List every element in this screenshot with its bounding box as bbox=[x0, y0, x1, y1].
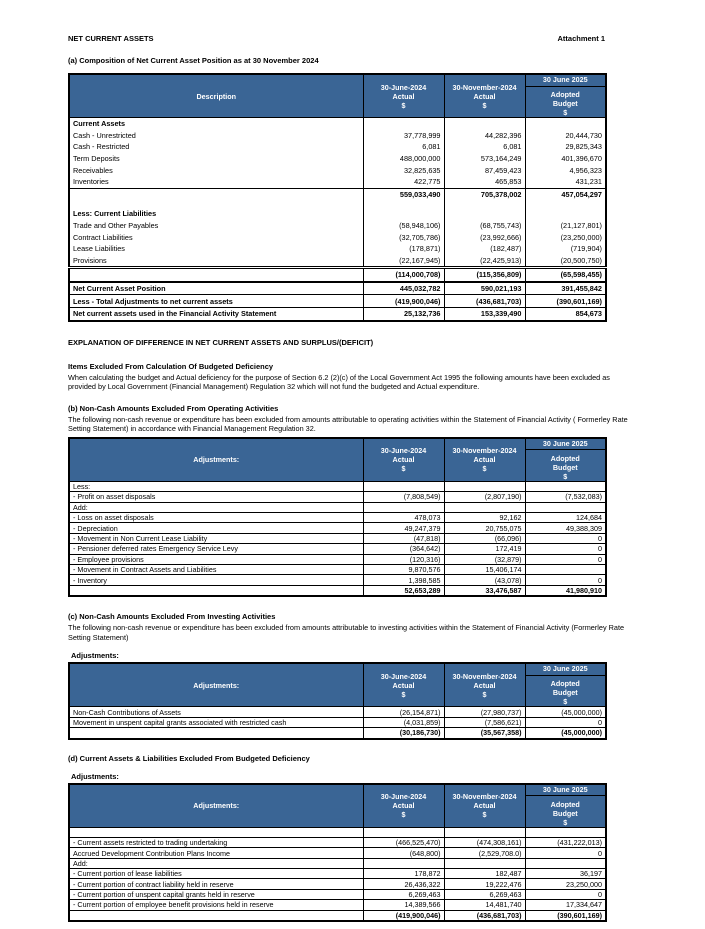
value-nov-2024: 14,481,740 bbox=[444, 900, 525, 910]
row-label: Lease Liabilities bbox=[73, 244, 125, 254]
table-row bbox=[69, 523, 606, 533]
value-nov-2024: (2,807,190) bbox=[444, 492, 525, 502]
value-nov-2024: (436,681,703) bbox=[444, 910, 525, 921]
value-nov-2024: (7,586,621) bbox=[444, 717, 525, 727]
table-row bbox=[69, 231, 606, 243]
value-nov-2024 bbox=[444, 208, 525, 220]
table-row bbox=[69, 848, 606, 858]
value-budget-2025 bbox=[525, 208, 606, 220]
table-row bbox=[69, 153, 606, 165]
column-header-first: Adjustments: bbox=[69, 438, 363, 482]
value-nov-2024: 44,282,396 bbox=[444, 130, 525, 142]
value-jun-2024: (26,154,871) bbox=[363, 707, 444, 717]
table-row bbox=[69, 130, 606, 142]
value-nov-2024: 19,222,476 bbox=[444, 879, 525, 889]
row-label: Cash - Unrestricted bbox=[73, 130, 136, 140]
value-nov-2024 bbox=[444, 827, 525, 837]
row-label: - Inventory bbox=[69, 575, 363, 585]
row-label bbox=[69, 188, 363, 200]
row-label: - Movement in Contract Assets and Liabilities bbox=[69, 565, 363, 575]
row-label: - Current portion of unspent capital grants held in reserve bbox=[69, 889, 363, 899]
row-label: - Current assets restricted to trading undertaking bbox=[69, 837, 363, 847]
value-jun-2024: (32,705,786) bbox=[363, 231, 444, 243]
value-budget-2025: 36,197 bbox=[525, 869, 606, 879]
table-row bbox=[69, 858, 606, 868]
table-row bbox=[69, 200, 606, 208]
value-nov-2024: 6,081 bbox=[444, 141, 525, 153]
value-nov-2024: 15,406,174 bbox=[444, 565, 525, 575]
header-row bbox=[69, 438, 606, 482]
row-label: - Current portion of employee benefit provisions held in reserve bbox=[69, 900, 363, 910]
value-nov-2024: (474,308,161) bbox=[444, 837, 525, 847]
value-jun-2024: 559,033,490 bbox=[363, 188, 444, 200]
value-budget-2025: 0 bbox=[525, 575, 606, 585]
column-header-budget-2025: 30 June 2025 Adopted Budget $ bbox=[525, 74, 606, 118]
page-title: NET CURRENT ASSETS bbox=[68, 34, 154, 43]
section-c-adjustments-label: Adjustments: bbox=[71, 651, 119, 661]
column-header-nov-2024: 30-November-2024 Actual $ bbox=[444, 74, 525, 118]
value-budget-2025: 0 bbox=[525, 554, 606, 564]
value-nov-2024: 33,476,587 bbox=[444, 585, 525, 596]
budget-year-band: 30 June 2025 bbox=[526, 75, 606, 87]
row-label: - Employee provisions bbox=[69, 554, 363, 564]
row-label: Less - Total Adjustments to net current assets bbox=[69, 295, 363, 308]
section-c-paragraph: The following non-cash revenue or expenditure has been excluded from amounts attributable to investing activities within the Statement of Financial Activity (Formerley Rate Setting Statement) bbox=[68, 623, 625, 642]
value-jun-2024: (4,031,859) bbox=[363, 717, 444, 727]
value-budget-2025: 854,673 bbox=[525, 307, 606, 320]
column-header-first: Adjustments: bbox=[69, 784, 363, 828]
value-nov-2024: 465,853 bbox=[444, 176, 525, 188]
value-jun-2024: 32,825,635 bbox=[363, 164, 444, 176]
value-jun-2024: 37,778,999 bbox=[363, 130, 444, 142]
table-b-operating-noncash-adjustments bbox=[68, 437, 607, 597]
value-jun-2024 bbox=[363, 481, 444, 491]
value-jun-2024: 488,000,000 bbox=[363, 153, 444, 165]
value-nov-2024: 573,164,249 bbox=[444, 153, 525, 165]
value-budget-2025: 29,825,343 bbox=[525, 141, 606, 153]
table-row bbox=[69, 900, 606, 910]
table-row bbox=[69, 282, 606, 295]
column-header-budget-2025: 30 June 2025 Adopted Budget $ bbox=[525, 784, 606, 828]
budget-year-band: 30 June 2025 bbox=[526, 439, 606, 451]
value-jun-2024: 26,436,322 bbox=[363, 879, 444, 889]
value-budget-2025: 4,956,323 bbox=[525, 164, 606, 176]
row-label: Net current assets used in the Financial Activity Statement bbox=[69, 307, 363, 320]
section-a-heading: (a) Composition of Net Current Asset Position as at 30 November 2024 bbox=[68, 56, 319, 65]
value-jun-2024: (47,818) bbox=[363, 533, 444, 543]
section-b-heading: (b) Non-Cash Amounts Excluded From Operating Activities bbox=[68, 403, 279, 413]
value-jun-2024: 1,398,585 bbox=[363, 575, 444, 585]
table-row bbox=[69, 481, 606, 491]
row-label: - Pensioner deferred rates Emergency Service Levy bbox=[69, 544, 363, 554]
row-label bbox=[69, 585, 363, 596]
row-label: Less: bbox=[69, 481, 363, 491]
header-row bbox=[69, 74, 606, 118]
table-row bbox=[69, 243, 606, 255]
value-budget-2025: (21,127,801) bbox=[525, 220, 606, 232]
value-nov-2024: 20,755,075 bbox=[444, 523, 525, 533]
row-label: - Current portion of lease liabilities bbox=[69, 869, 363, 879]
table-row bbox=[69, 295, 606, 308]
value-nov-2024 bbox=[444, 858, 525, 868]
value-nov-2024: 590,021,193 bbox=[444, 282, 525, 295]
value-jun-2024: (419,900,046) bbox=[363, 910, 444, 921]
value-budget-2025: (45,000,000) bbox=[525, 707, 606, 717]
table-row bbox=[69, 554, 606, 564]
column-header-jun-2024: 30-June-2024 Actual $ bbox=[363, 438, 444, 482]
value-budget-2025: 41,980,910 bbox=[525, 585, 606, 596]
value-budget-2025: 20,444,730 bbox=[525, 130, 606, 142]
table-a-net-current-asset-composition bbox=[68, 73, 607, 322]
value-nov-2024 bbox=[444, 502, 525, 512]
table-row bbox=[69, 118, 606, 130]
value-jun-2024: 6,269,463 bbox=[363, 889, 444, 899]
column-header-nov-2024: 30-November-2024 Actual $ bbox=[444, 438, 525, 482]
value-budget-2025: 0 bbox=[525, 544, 606, 554]
header-row bbox=[69, 784, 606, 828]
value-jun-2024 bbox=[363, 827, 444, 837]
row-label: - Movement in Non Current Lease Liability bbox=[69, 533, 363, 543]
value-nov-2024: 87,459,423 bbox=[444, 164, 525, 176]
row-label: - Loss on asset disposals bbox=[69, 513, 363, 523]
value-budget-2025: (431,222,013) bbox=[525, 837, 606, 847]
row-label: - Current portion of contract liability held in reserve bbox=[69, 879, 363, 889]
row-label bbox=[69, 268, 363, 282]
value-jun-2024: 14,389,566 bbox=[363, 900, 444, 910]
attachment-label: Attachment 1 bbox=[557, 34, 605, 43]
table-row bbox=[69, 220, 606, 232]
value-budget-2025: 431,231 bbox=[525, 176, 606, 188]
row-label bbox=[69, 910, 363, 921]
value-nov-2024: 6,269,463 bbox=[444, 889, 525, 899]
table-row bbox=[69, 585, 606, 596]
section-c-heading: (c) Non-Cash Amounts Excluded From Investing Activities bbox=[68, 612, 276, 622]
column-header-jun-2024: 30-June-2024 Actual $ bbox=[363, 74, 444, 118]
table-row bbox=[69, 533, 606, 543]
table-row bbox=[69, 827, 606, 837]
table-row bbox=[69, 717, 606, 727]
row-label: Net Current Asset Position bbox=[69, 282, 363, 295]
value-jun-2024: 52,653,289 bbox=[363, 585, 444, 596]
row-label: Cash - Restricted bbox=[73, 142, 130, 152]
budget-year-band: 30 June 2025 bbox=[526, 785, 606, 797]
value-budget-2025: 0 bbox=[525, 533, 606, 543]
header-row bbox=[69, 663, 606, 707]
table-row bbox=[69, 268, 606, 282]
items-excluded-heading: Items Excluded From Calculation Of Budgeted Deficiency bbox=[68, 361, 274, 371]
column-header-jun-2024: 30-June-2024 Actual $ bbox=[363, 784, 444, 828]
value-budget-2025: 0 bbox=[525, 848, 606, 858]
items-excluded-paragraph: When calculating the budget and Actual deficiency for the purpose of Section 6.2 (2)(c) of the Local Government Act 1995 the following amounts have been excluded as provided by Local Government (Financial Management) Regulation 32 which will not fund the budgeted and Actual expenditure. bbox=[68, 372, 610, 392]
value-jun-2024: 178,872 bbox=[363, 869, 444, 879]
table-row bbox=[69, 176, 606, 188]
row-label: - Profit on asset disposals bbox=[69, 492, 363, 502]
value-budget-2025 bbox=[525, 200, 606, 208]
table-row bbox=[69, 141, 606, 153]
value-jun-2024: (419,900,046) bbox=[363, 295, 444, 308]
value-jun-2024 bbox=[363, 118, 444, 130]
value-nov-2024: (182,487) bbox=[444, 243, 525, 255]
section-d-heading: (d) Current Assets & Liabilities Excluded From Budgeted Deficiency bbox=[68, 753, 310, 763]
document-header bbox=[68, 34, 605, 43]
value-budget-2025 bbox=[525, 565, 606, 575]
row-label: Add: bbox=[69, 502, 363, 512]
value-jun-2024: 9,870,576 bbox=[363, 565, 444, 575]
value-jun-2024: (30,186,730) bbox=[363, 728, 444, 739]
table-row bbox=[69, 575, 606, 585]
table-row bbox=[69, 502, 606, 512]
table-row bbox=[69, 889, 606, 899]
value-budget-2025: 124,684 bbox=[525, 513, 606, 523]
value-budget-2025: (45,000,000) bbox=[525, 728, 606, 739]
value-budget-2025 bbox=[525, 502, 606, 512]
value-budget-2025: (390,601,169) bbox=[525, 295, 606, 308]
table-row bbox=[69, 910, 606, 921]
value-budget-2025: 457,054,297 bbox=[525, 188, 606, 200]
value-nov-2024 bbox=[444, 200, 525, 208]
value-budget-2025: (390,601,169) bbox=[525, 910, 606, 921]
row-label bbox=[69, 200, 363, 208]
column-header-budget-2025: 30 June 2025 Adopted Budget $ bbox=[525, 438, 606, 482]
value-jun-2024: 49,247,379 bbox=[363, 523, 444, 533]
table-row bbox=[69, 869, 606, 879]
value-jun-2024: (466,525,470) bbox=[363, 837, 444, 847]
value-nov-2024: (32,879) bbox=[444, 554, 525, 564]
value-budget-2025: (20,500,750) bbox=[525, 255, 606, 268]
table-row bbox=[69, 837, 606, 847]
value-budget-2025: 401,396,670 bbox=[525, 153, 606, 165]
value-nov-2024: 153,339,490 bbox=[444, 307, 525, 320]
column-header-budget-2025: 30 June 2025 Adopted Budget $ bbox=[525, 663, 606, 707]
table-row bbox=[69, 492, 606, 502]
value-jun-2024: (178,871) bbox=[363, 243, 444, 255]
table-c-investing-noncash-adjustments bbox=[68, 662, 607, 739]
value-budget-2025 bbox=[525, 858, 606, 868]
table-row bbox=[69, 707, 606, 717]
value-nov-2024: (2,529,708.0) bbox=[444, 848, 525, 858]
value-nov-2024: (66,096) bbox=[444, 533, 525, 543]
value-jun-2024: (648,800) bbox=[363, 848, 444, 858]
value-nov-2024: 172,419 bbox=[444, 544, 525, 554]
row-label: Trade and Other Payables bbox=[73, 221, 159, 231]
value-nov-2024: (22,425,913) bbox=[444, 255, 525, 268]
row-label: Provisions bbox=[73, 255, 107, 265]
table-row bbox=[69, 255, 606, 268]
value-nov-2024: (436,681,703) bbox=[444, 295, 525, 308]
value-nov-2024: (43,078) bbox=[444, 575, 525, 585]
table-row bbox=[69, 307, 606, 320]
value-nov-2024: (35,567,358) bbox=[444, 728, 525, 739]
row-label bbox=[69, 827, 363, 837]
row-label: Current Assets bbox=[73, 119, 126, 129]
value-budget-2025: (23,250,000) bbox=[525, 231, 606, 243]
row-label: Movement in unspent capital grants associated with restricted cash bbox=[69, 717, 363, 727]
row-label: Non-Cash Contributions of Assets bbox=[69, 707, 363, 717]
column-header-nov-2024: 30-November-2024 Actual $ bbox=[444, 663, 525, 707]
value-budget-2025 bbox=[525, 827, 606, 837]
table-row bbox=[69, 188, 606, 200]
section-d-adjustments-label: Adjustments: bbox=[71, 771, 119, 781]
value-jun-2024: 25,132,736 bbox=[363, 307, 444, 320]
value-nov-2024: (23,992,666) bbox=[444, 231, 525, 243]
row-label: Inventories bbox=[73, 177, 109, 187]
value-jun-2024: (114,000,708) bbox=[363, 268, 444, 282]
value-budget-2025: 49,388,309 bbox=[525, 523, 606, 533]
column-header-jun-2024: 30-June-2024 Actual $ bbox=[363, 663, 444, 707]
value-budget-2025 bbox=[525, 481, 606, 491]
value-jun-2024: 6,081 bbox=[363, 141, 444, 153]
table-row bbox=[69, 544, 606, 554]
value-nov-2024 bbox=[444, 118, 525, 130]
explanation-heading: EXPLANATION OF DIFFERENCE IN NET CURRENT ASSETS AND SURPLUS/(DEFICIT) bbox=[68, 337, 374, 347]
section-b-paragraph: The following non-cash revenue or expenditure has been excluded from amounts attributable to operating activities within the Statement of Financial Activity ( Formerley Rate Setting Statement) in accordance with Financial Management Regulation 32. bbox=[68, 414, 628, 434]
value-jun-2024: 445,032,782 bbox=[363, 282, 444, 295]
value-budget-2025: 23,250,000 bbox=[525, 879, 606, 889]
column-header-first: Description bbox=[69, 74, 363, 118]
row-label: Add: bbox=[69, 858, 363, 868]
column-header-first: Adjustments: bbox=[69, 663, 363, 707]
value-nov-2024: 705,378,002 bbox=[444, 188, 525, 200]
value-nov-2024 bbox=[444, 481, 525, 491]
value-jun-2024: (58,948,106) bbox=[363, 220, 444, 232]
value-jun-2024 bbox=[363, 502, 444, 512]
value-jun-2024 bbox=[363, 200, 444, 208]
value-nov-2024: (27,980,737) bbox=[444, 707, 525, 717]
table-row bbox=[69, 565, 606, 575]
table-row bbox=[69, 728, 606, 739]
row-label bbox=[69, 728, 363, 739]
column-header-nov-2024: 30-November-2024 Actual $ bbox=[444, 784, 525, 828]
row-label: Term Deposits bbox=[73, 154, 120, 164]
value-nov-2024: (68,755,743) bbox=[444, 220, 525, 232]
value-budget-2025: (719,904) bbox=[525, 243, 606, 255]
row-label: Less: Current Liabilities bbox=[73, 209, 157, 219]
value-budget-2025: 0 bbox=[525, 889, 606, 899]
value-budget-2025: 0 bbox=[525, 717, 606, 727]
value-budget-2025: (65,598,455) bbox=[525, 268, 606, 282]
value-nov-2024: 92,162 bbox=[444, 513, 525, 523]
value-budget-2025 bbox=[525, 118, 606, 130]
value-jun-2024: 422,775 bbox=[363, 176, 444, 188]
value-jun-2024: (7,808,549) bbox=[363, 492, 444, 502]
row-label: Contract Liabilities bbox=[73, 232, 133, 242]
table-row bbox=[69, 208, 606, 220]
value-jun-2024: (22,167,945) bbox=[363, 255, 444, 268]
table-d-current-assets-liabilities-excluded bbox=[68, 783, 607, 923]
row-label: Accrued Development Contribution Plans Income bbox=[69, 848, 363, 858]
value-nov-2024: (115,356,809) bbox=[444, 268, 525, 282]
value-nov-2024: 182,487 bbox=[444, 869, 525, 879]
table-row bbox=[69, 879, 606, 889]
value-budget-2025: (7,532,083) bbox=[525, 492, 606, 502]
value-jun-2024: (120,316) bbox=[363, 554, 444, 564]
table-row bbox=[69, 164, 606, 176]
row-label: - Depreciation bbox=[69, 523, 363, 533]
value-jun-2024: 478,073 bbox=[363, 513, 444, 523]
budget-year-band: 30 June 2025 bbox=[526, 664, 606, 676]
value-budget-2025: 17,334,647 bbox=[525, 900, 606, 910]
table-row bbox=[69, 513, 606, 523]
value-budget-2025: 391,455,842 bbox=[525, 282, 606, 295]
value-jun-2024 bbox=[363, 858, 444, 868]
value-jun-2024 bbox=[363, 208, 444, 220]
value-jun-2024: (364,642) bbox=[363, 544, 444, 554]
row-label: Receivables bbox=[73, 165, 113, 175]
